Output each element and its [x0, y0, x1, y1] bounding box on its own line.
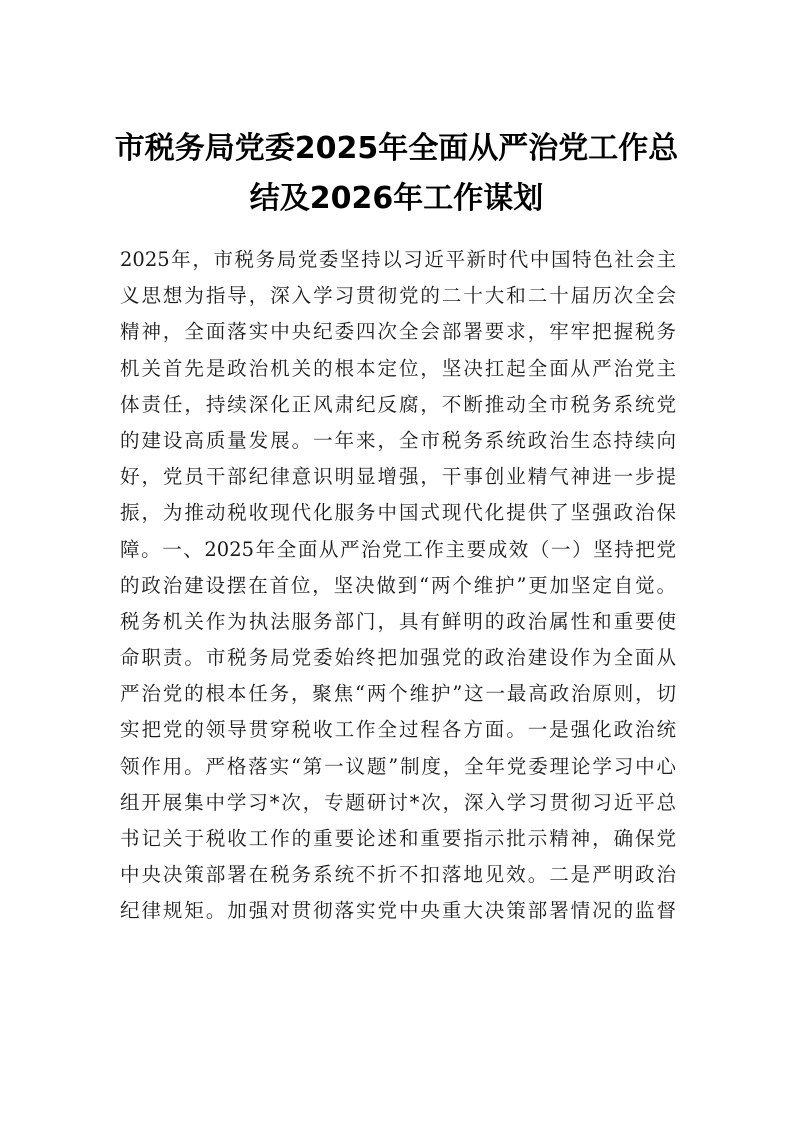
body-line: 2025年，市税务局党委坚持以习近平新时代中国特色社会主 — [120, 248, 676, 271]
body-line: 障。一、2025年全面从严治党工作主要成效（一）坚持把党 — [120, 537, 676, 561]
title-line-1: 市税务局党委2025年全面从严治党工作总 — [114, 131, 679, 166]
body-line: 实把党的领导贯穿税收工作全过程各方面。一是强化政治统 — [120, 718, 676, 742]
document-title — [100, 124, 693, 224]
body-line: 好，党员干部纪律意识明显增强，干事创业精气神进一步提 — [120, 465, 676, 489]
body-line: 的建设高质量发展。一年来，全市税务系统政治生态持续向 — [120, 428, 676, 452]
body-line: 领作用。严格落实“第一议题”制度，全年党委理论学习中心 — [120, 754, 676, 778]
body-paragraph — [120, 242, 676, 930]
body-line: 税务机关作为执法服务部门，具有鲜明的政治属性和重要使 — [120, 609, 676, 633]
body-line: 义思想为指导，深入学习贯彻党的二十大和二十届历次全会 — [120, 284, 676, 308]
body-line: 组开展集中学习*次，专题研讨*次，深入学习贯彻习近平总 — [120, 790, 676, 814]
body-line: 纪律规矩。加强对贯彻落实党中央重大决策部署情况的监督 — [120, 899, 676, 923]
body-line: 振，为推动税收现代化服务中国式现代化提供了坚强政治保 — [120, 501, 676, 525]
body-line: 严治党的根本任务，聚焦“两个维护”这一最高政治原则，切 — [120, 682, 676, 706]
body-line: 中央决策部署在税务系统不折不扣落地见效。二是严明政治 — [120, 863, 676, 887]
body-line: 精神，全面落实中央纪委四次全会部署要求，牢牢把握税务 — [120, 320, 676, 344]
body-line: 命职责。市税务局党委始终把加强党的政治建设作为全面从 — [120, 646, 676, 670]
body-line: 机关首先是政治机关的根本定位，坚决扛起全面从严治党主 — [120, 356, 676, 380]
title-line-2: 结及2026年工作谋划 — [249, 181, 544, 216]
body-line: 体责任，持续深化正风肃纪反腐，不断推动全市税务系统党 — [120, 392, 676, 416]
body-line: 书记关于税收工作的重要论述和重要指示批示精神，确保党 — [120, 827, 676, 850]
body-line: 的政治建设摆在首位，坚决做到“两个维护”更加坚定自觉。 — [120, 573, 676, 597]
